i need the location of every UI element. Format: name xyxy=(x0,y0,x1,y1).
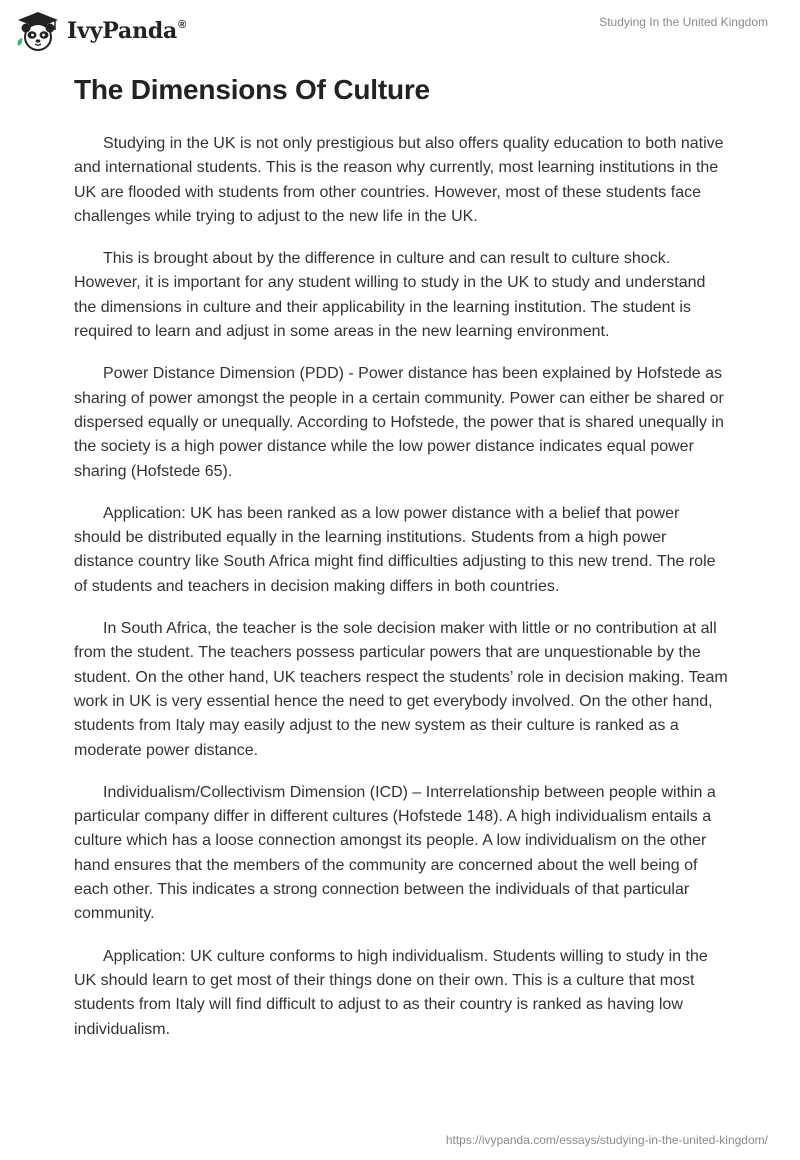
paragraph: This is brought about by the difference in culture and can result to culture shock. However, it is important for any student willing to study in the UK to study and understand the dimensions in culture and their applicability in the learning institution. The student is required to learn and adjust in some areas in the new learning environment. xyxy=(74,250,706,341)
ivypanda-logo[interactable] xyxy=(15,10,186,52)
source-url: https://ivypanda.com/essays/studying-in-the-united-kingdom/ xyxy=(445,1133,768,1147)
paragraph: Application: UK has been ranked as a low power distance with a belief that power should be distributed equally in the learning institutions. Students from a high power distance country like South Africa might find difficulties adjusting to this new trend. The role of students and teachers in decision making differs in both countries. xyxy=(74,504,716,595)
article-title: The Dimensions Of Culture xyxy=(74,74,430,105)
paragraph: Individualism/Collectivism Dimension (ICD) – Interrelationship between people within a particular company differ in different cultures (Hofstede 148). A high individualism entails a culture which has a loose connection amongst its people. A low individualism on the other hand ensures that the members of the community are concerned about the well being of each other. This indicates a strong connection between the individuals of that particular community. xyxy=(74,783,716,923)
page-header xyxy=(0,0,800,60)
running-title: Studying In the United Kingdom xyxy=(599,15,768,29)
paragraph: Application: UK culture conforms to high individualism. Students willing to study in the UK should learn to get most of their things done on their own. This is a culture that most students from Italy will find difficult to adjust to as their country is ranked as having low individualism. xyxy=(74,947,708,1038)
paragraph: In South Africa, the teacher is the sole decision maker with little or no contribution at all from the student. The teachers possess particular powers that are unquestionable by the student. On the other hand, UK teachers respect the students’ role in decision making. Team work in UK is very essential hence the need to get everybody involved. On the other hand, students from Italy may easily adjust to the new system as their culture is ranked as a moderate power distance. xyxy=(74,620,728,759)
article-body xyxy=(74,132,730,1060)
brand-name: IvyPanda® xyxy=(67,18,187,44)
paragraph: Studying in the UK is not only prestigious but also offers quality education to both native and international students. This is the reason why currently, most learning institutions in the UK are flooded with students from other countries. However, most of these students face challenges while trying to adjust to the new life in the UK. xyxy=(74,135,724,225)
panda-graduate-icon xyxy=(15,10,61,52)
trademark-mark: ® xyxy=(178,19,187,31)
paragraph: Power Distance Dimension (PDD) - Power distance has been explained by Hofstede as sharing of power amongst the people in a certain community. Power can either be shared or dispersed equally or unequally. According to Hofstede, the power that is shared unequally in the society is a high power distance while the low power distance indicates equal power sharing (Hofstede 65). xyxy=(74,365,724,480)
